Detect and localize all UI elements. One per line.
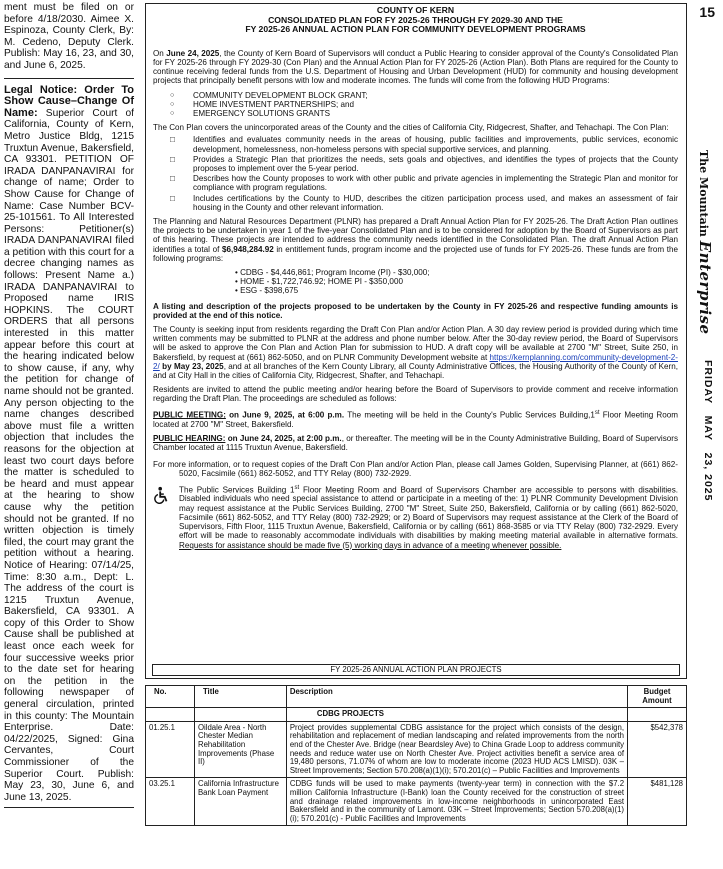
- project-no: 01.25.1: [146, 721, 195, 778]
- funding-list: [235, 268, 678, 296]
- accessibility-paragraph: [153, 484, 678, 550]
- table-row: [146, 778, 687, 826]
- category-label: CDBG PROJECTS: [286, 708, 627, 722]
- con-plan-item: □ Identifies and evaluates community needs in the areas of housing, public facilities and improvements, public services, economic development, homelessness, non-homeless persons with special supportive services, and planning.: [167, 135, 678, 153]
- hud-program-item: ○ HOME INVESTMENT PARTNERSHIPS; and: [167, 100, 678, 109]
- column-divider: [4, 78, 134, 79]
- action-plan-text-end: in entitlement funds, program income and the projected use of funds for FY 2025-26. These funds are from the following programs:: [153, 244, 678, 263]
- action-plan-text: The Planning and Natural Resources Department (PLNR) has prepared a Draft Annual Action Plan for FY 2025-26. The Draft Action Plan outlines the projects to be undertaken in year 1 of the five-year Consolidated Plan and is to be considered for adoption by the Board of Supervisors as part of this hearing. These projects are intended to address the community needs identified in the Consolidated Plan. The draft Annual Action Plan identifies a total of: [153, 217, 678, 254]
- previous-notice-text: ment must be filed on or before 4/18/2030. Aimee X. Espinoza, County Clerk, By: M. Cedeno, Deputy Clerk. Publish: May 16, 23, and 30, and June 6, 2025.: [4, 2, 134, 71]
- col-header-title: Title: [194, 686, 286, 708]
- invite-paragraph: Residents are invited to attend the public meeting and/or hearing before the Board of Supervisors to provide comment and receive information regarding the Draft Plan. The proceedings are scheduled as follows:: [153, 385, 678, 404]
- category-spacer: [194, 708, 286, 722]
- hud-program-item: ○ EMERGENCY SOLUTIONS GRANTS: [167, 109, 678, 118]
- projects-table: [145, 685, 687, 826]
- public-meeting-date: on June 9, 2025, at 6:00 p.m.: [225, 410, 345, 420]
- access-text-b: Floor Meeting Room and Board of Supervisors Chamber are accessible to persons with disabilities. Disabled individuals who need special assistance to attend or participate in a meeting of the: 1) PLNR Community Development Division may request assistance at the Public Services Building, 2700 "M" Street, Suite 250, Bakersfield, California or by calling (661) 862-5020, Facsimile (661) 862-5052, and TTY Relay (800) 732-2929; or 2) Board of Supervisors may request assistance at the Clerk of the Board of Supervisors, Fifth Floor, 1115 Truxtun Avenue, Bakersfield, California or by calling (661) 868-3585 or via TTY Relay (800) 732-2929. Every effort will be made to reasonably accommodate individuals with disabilities by making meeting material available in alternative formats.: [179, 485, 678, 541]
- intro-date: June 24, 2025: [166, 48, 220, 58]
- col-header-budget: Budget Amount: [628, 686, 687, 708]
- public-meeting-location: Floor Meeting Room located at 2700 "M" Street, Bakersfield.: [153, 410, 679, 429]
- intro-paragraph: [153, 49, 678, 86]
- name-change-notice: [4, 85, 134, 804]
- assistance-request-note: Requests for assistance should be made five (5) working days in advance of a meeting whenever possible.: [179, 540, 562, 550]
- page-number: 15: [699, 4, 715, 20]
- public-meeting-text: The meeting will be held in the County's Public Services Building,1: [344, 410, 595, 420]
- name-change-notice-title: Legal Notice: Order To Show Cause–Change Of Name:: [4, 83, 134, 119]
- table-header-row: [146, 686, 687, 708]
- project-budget: $481,128: [628, 778, 687, 826]
- hud-programs-list: [167, 91, 678, 119]
- public-meeting-label: PUBLIC MEETING:: [153, 410, 226, 420]
- funding-line: • HOME - $1,722,746.92; HOME PI - $350,000: [235, 277, 403, 287]
- notice-header-line-1: COUNTY OF KERN: [376, 5, 455, 15]
- left-column: [4, 2, 134, 808]
- notice-header-line-2: CONSOLIDATED PLAN FOR FY 2025-26 THROUGH FY 2029-30 AND THE: [268, 14, 563, 25]
- masthead-name: Enterprise: [696, 240, 714, 335]
- project-no: 03.25.1: [146, 778, 195, 826]
- public-hearing-text: , or thereafter. The meeting will be in the County Administrative Building, Board of Supervisors Chamber located at 1115 Truxtun Avenue, Bakersfield.: [153, 433, 678, 452]
- column-divider-bottom: [4, 807, 134, 808]
- public-hearing-label: PUBLIC HEARING:: [153, 433, 226, 443]
- input-text: The County is seeking input from residents regarding the Draft Con Plan and/or Action Plan. A 30 day review period is provided during which time written comments may be submitted to PLNR at the address and phone number below. After the 30-day review period, the Board of Supervisors will be asked to approve the Con Plan and Action Plan for submission to HUD. A draft copy will be available at 2700 "M" Street, Suite 250, in Bakersfield, by request at (661) 862-5050, and on PLNR Community Development website at: [153, 325, 678, 362]
- listing-sentence: A listing and description of the projects proposed to be undertaken by the County in FY 2025-26 and respective funding amounts is provided at the end of this notice.: [153, 301, 678, 320]
- input-text-end: , and at all branches of the Kern County Library, all County Administrative Offices, the Housing Authority of the County of Kern, and at City Hall in the cities of California City, Ridgecrest, Shafter, and Tehachapi.: [153, 361, 678, 381]
- intro-text: , the County of Kern Board of Supervisors will conduct a Public Hearing to consider approval of the County's Consolidated Plan for FY 2025-26 through FY 2029-30 (Con Plan) and the Annual Action Plan for FY 2025-26 (Action Plan). Both Plans are required for the County to continue receiving federal funds from the U.S. Department of Housing and Urban Development (HUD) for community and housing development projects that principally benefit persons with low and moderate incomes. The funds will come from the following HUD Programs:: [153, 48, 678, 86]
- con-plan-items: [167, 135, 678, 212]
- notice-header: [153, 6, 678, 35]
- project-description: Project provides supplemental CDBG assistance for the project which consists of the design, rehabilitation and replacement of median landscaping and related improvements from the north end of the Chester Ave. Bridge (near Beardsley Ave) to China Grade Loop to address community needs and reduce water use on North Chester Ave. Project activities benefit a service area of 19,480 persons, 71.07% of whom are low to moderate income (2023 HUD ACS LMISD). 03K – Street Improvements; Section 570.208(a)(1)(i); 570.201(c) – Public Facilities and Improvements: [286, 721, 627, 778]
- action-plan-paragraph: [153, 217, 678, 263]
- category-row: [146, 708, 687, 722]
- masthead-prefix: The Mountain: [697, 150, 710, 237]
- table-row: [146, 721, 687, 778]
- public-meeting-paragraph: [153, 409, 678, 429]
- funding-line: • CDBG - $4,446,861; Program Income (PI) - $30,000;: [235, 268, 430, 278]
- category-spacer: [628, 708, 687, 722]
- con-plan-item: □ Provides a Strategic Plan that prioritizes the needs, sets goals and objectives, and identifies the types of projects that the County proposes to implement over the 5-year period.: [167, 155, 678, 173]
- issue-date: FRIDAY MAY 23, 2025: [702, 360, 714, 502]
- ordinal-suffix: st: [594, 409, 600, 416]
- con-plan-item: □ Includes certifications by the County to HUD, describes the citizen participation process used, and makes an assessment of fair housing in the County and other relevant information.: [167, 194, 678, 212]
- hud-program-item: ○ COMMUNITY DEVELOPMENT BLOCK GRANT;: [167, 91, 678, 100]
- more-info-paragraph: For more information, or to request copies of the Draft Con Plan and/or Action Plan, please call James Golden, Supervising Planner, at (661) 862-5020, Facsimile (661) 862-5052, and TTY Relay (800) 732-2929.: [153, 460, 678, 479]
- ordinal-suffix: st: [294, 484, 300, 491]
- funding-line: • ESG - $398,675: [235, 286, 299, 296]
- public-hearing-date: on June 24, 2025, at 2:00 p.m.: [225, 433, 342, 443]
- input-date: May 23, 2025: [173, 361, 224, 371]
- action-plan-total: $6,948,284.92: [221, 244, 274, 254]
- public-hearing-paragraph: [153, 434, 678, 452]
- input-by: by: [159, 361, 174, 371]
- name-change-notice-body: Superior Court of California, County of Kern, Metro Justice Bldg, 1215 Truxtun Avenue, Bakersfield, CA 93301. PETITION OF IRADA DANPANAVIRAI for change of name; Order to Show Cause for Change of Name: Case Number BCV-25-101561. To All Interested Persons: Petitioner(s) IRADA DANPANAVIRAI filed a petition with this court for a decree changing names as follows: Present Name a.) IRADA DANPANAVIRAI to Proposed name IRIS HOPKINS. The COURT ORDERS that all persons interested in this matter appear before this court at the hearing indicated below to show cause, if any, why the petition for change of name should not be granted. Any person objecting to the name changes described above must file a written objection that includes the reasons for the objection at least two court days before the matter is scheduled to be heard and must appear at the hearing to show cause why the petition should not be granted. If no written objection is timely filed, the court may grant the petition without a hearing. Notice of Hearing: 07/14/25, Time: 8:30 a.m., Dept: L. The address of the court is 1215 Truxtun Avenue, Bakersfield, CA 93301. A copy of this Order to Show Cause shall be published at least once each week for four successive weeks prior to the date set for hearing on the petition in the following newspaper of general circulation, printed in this county: The Mountain Enterprise. Date: 04/22/2025, Signed: Gina Cervantes, Court Commissioner of the Superior Court. Publish: May 23, 30, June 6, and June 13, 2025.: [4, 107, 134, 803]
- input-paragraph: [153, 325, 678, 380]
- notice-header-line-3: FY 2025-26 ANNUAL ACTION PLAN FOR COMMUNITY DEVELOPMENT PROGRAMS: [245, 24, 586, 35]
- plnr-website-link[interactable]: https://kernplanning.com/community-development-2-2/: [153, 352, 678, 371]
- project-title: Oildale Area - North Chester Median Rehabilitation Improvements (Phase II): [194, 721, 286, 778]
- category-spacer: [146, 708, 195, 722]
- access-text-a: The Public Services Building 1: [179, 485, 295, 495]
- side-issue-date: [694, 360, 716, 502]
- con-plan-item: □ Describes how the County proposes to work with other public and private agencies in implementing the Strategic Plan and monitor for compliance with program regulations.: [167, 174, 678, 192]
- project-budget: $542,378: [628, 721, 687, 778]
- intro-on: On: [153, 48, 167, 58]
- con-plan-lead: The Con Plan covers the unincorporated areas of the County and the cities of California City, Ridgecrest, Shafter, and Tehachapi. The Con Plan:: [153, 123, 669, 133]
- project-description: CDBG funds will be used to make payments (twenty-year term) in connection with the $7.2 million California Infrastructure (I-Bank) loan the County received for the construction of street and drainage related improvements in low-income neighborhoods in unincorporated East Bakersfield and in the community of Lamont. 03K – Street Improvements; Section 570.208(a)(1)(i); 570.201(c) - Public Facilities and Improvements: [286, 778, 627, 826]
- project-title: California Infrastructure Bank Loan Payment: [194, 778, 286, 826]
- accessibility-text: [179, 484, 678, 550]
- public-hearing-notice: [145, 3, 687, 679]
- wheelchair-icon: [153, 484, 179, 550]
- col-header-description: Description: [286, 686, 627, 708]
- col-header-no: No.: [146, 686, 195, 708]
- projects-banner: FY 2025-26 ANNUAL ACTION PLAN PROJECTS: [152, 664, 680, 676]
